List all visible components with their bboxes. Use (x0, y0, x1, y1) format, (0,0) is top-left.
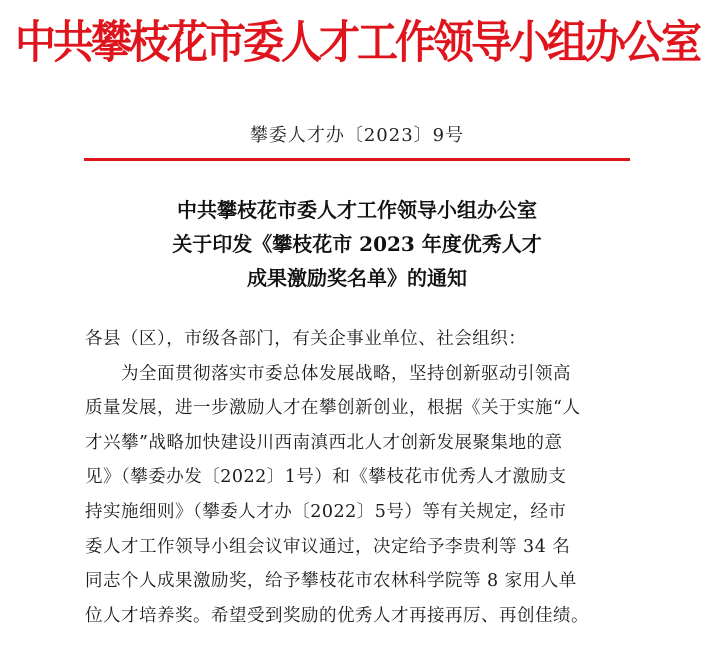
document-number: 攀委人才办〔2023〕9号 (249, 125, 465, 146)
issuer-header: 中共攀枝花市委人才工作领导小组办公室 (15, 15, 699, 69)
title-line-3: 成果激励奖名单》的通知 (247, 266, 467, 290)
paragraph-line-1: 为全面贯彻落实市委总体发展战略，坚持创新驱动引领高 (121, 363, 571, 384)
paragraph-line-3: 才兴攀”战略加快建设川西南滇西北人才创新发展聚集地的意 (85, 432, 563, 453)
paragraph-line-2: 质量发展，进一步激励人才在攀创新创业，根据《关于实施“人 (85, 398, 581, 419)
paragraph-line-7: 同志个人成果激励奖，给予攀枝花市农林科学院等 8 家用人单 (85, 571, 577, 592)
title-line-2: 关于印发《攀枝花市 2023 年度优秀人才 (172, 232, 542, 256)
paragraph-line-5: 持实施细则》（攀委人才办〔2022〕5号）等有关规定，经市 (85, 501, 567, 522)
salutation: 各县（区），市级各部门，有关企事业单位、社会组织： (85, 329, 527, 349)
paragraph-line-8: 位人才培养奖。希望受到奖励的优秀人才再接再厉、再创佳绩。 (85, 605, 589, 626)
title-line-1: 中共攀枝花市委人才工作领导小组办公室 (177, 198, 537, 222)
document-title (0, 193, 714, 295)
paragraph-line-4: 见》（攀委办发〔2022〕1号）和《攀枝花市优秀人才激励支 (85, 467, 567, 488)
red-divider-rule (84, 158, 630, 161)
document-body (85, 322, 637, 633)
paragraph-line-6: 委人才工作领导小组会议审议通过，决定给予李贵利等 34 名 (85, 536, 571, 557)
